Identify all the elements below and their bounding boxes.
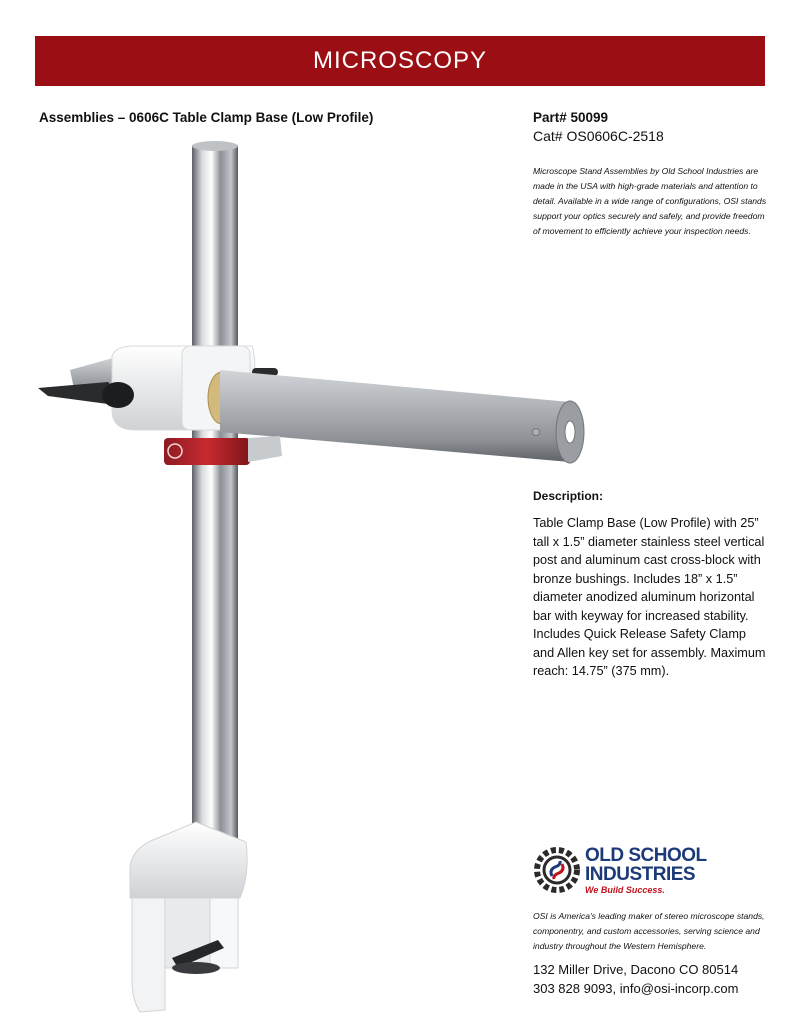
part-number: Part# 50099: [533, 110, 609, 125]
microscope-stand-image: [0, 130, 600, 1035]
logo-line-2: INDUSTRIES: [585, 864, 696, 885]
catalog-number: Cat# OS0606C-2518: [533, 128, 664, 144]
description-text: Table Clamp Base (Low Profile) with 25” tall x 1.5” diameter stainless steel vertical post and aluminum cast cross-block with bronze bushings. Includes 18” x 1.5” diameter anodized aluminum horizontal bar with keyway for increased stability. Includes Quick Release Safety Clamp and Allen key set for assembly. Maximum reach: 14.75” (375 mm).: [533, 516, 766, 678]
logo-line-1: OLD SCHOOL: [585, 845, 707, 866]
osi-gear-icon: [533, 846, 581, 894]
company-contact: 303 828 9093, info@osi-incorp.com: [533, 981, 739, 996]
intro-text: Microscope Stand Assemblies by Old School Industries are made in the USA with high-grade materials and attention to detail. Available in a wide range of configurations, OSI stands support your optics securely and safely, and provide freedom of movement to efficiently achieve your inspection needs.: [533, 166, 767, 236]
logo-tagline: We Build Success.: [585, 885, 665, 895]
company-logo: [533, 844, 733, 896]
product-title: Assemblies – 0606C Table Clamp Base (Low Profile): [39, 110, 374, 125]
company-address: 132 Miller Drive, Dacono CO 80514: [533, 962, 739, 977]
company-about: OSI is America's leading maker of stereo microscope stands, componentry, and custom accessories, serving science and industry throughout the Western Hemisphere.: [533, 911, 765, 951]
banner-title: MICROSCOPY: [312, 47, 487, 74]
description-heading: Description:: [533, 489, 604, 503]
section-banner: [35, 36, 765, 86]
